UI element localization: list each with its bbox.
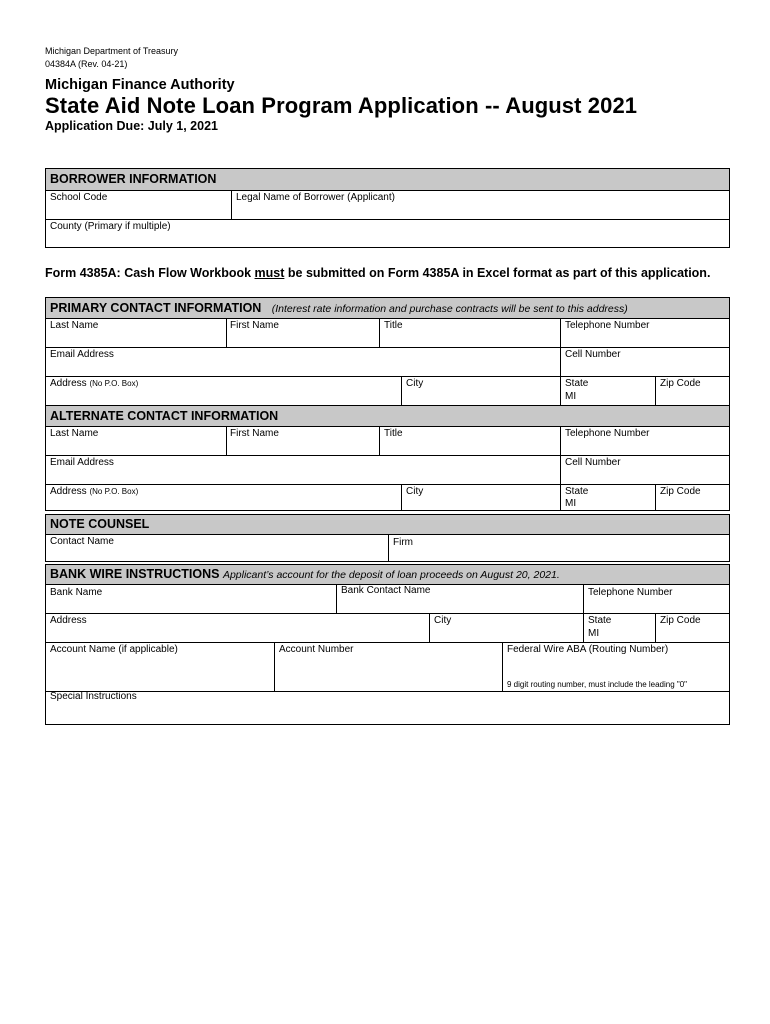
cash-flow-notice: Form 4385A: Cash Flow Workbook must be submitted on Form 4385A in Excel format as part of this application. bbox=[45, 266, 711, 280]
alternate-title-field[interactable]: Title bbox=[384, 428, 403, 439]
primary-last-name-field[interactable]: Last Name bbox=[50, 320, 99, 331]
county-field[interactable]: County (Primary if multiple) bbox=[50, 221, 171, 232]
alternate-cell-field[interactable]: Cell Number bbox=[565, 457, 621, 468]
bank-wire-section bbox=[45, 564, 730, 725]
bank-name-field[interactable]: Bank Name bbox=[50, 587, 103, 598]
alternate-last-name-field[interactable]: Last Name bbox=[50, 428, 99, 439]
bank-contact-name-field[interactable]: Bank Contact Name bbox=[341, 585, 431, 596]
alternate-zip-field[interactable]: Zip Code bbox=[660, 486, 701, 497]
primary-zip-field[interactable]: Zip Code bbox=[660, 378, 701, 389]
contact-section bbox=[45, 297, 730, 511]
alternate-state-value: MI bbox=[565, 498, 577, 509]
bank-zip-field[interactable]: Zip Code bbox=[660, 615, 701, 626]
legal-name-field[interactable]: Legal Name of Borrower (Applicant) bbox=[236, 192, 395, 203]
authority-name: Michigan Finance Authority bbox=[45, 77, 235, 93]
special-instructions-field[interactable]: Special Instructions bbox=[50, 691, 137, 702]
primary-state-value: MI bbox=[565, 391, 577, 402]
counsel-contact-name-field[interactable]: Contact Name bbox=[50, 536, 114, 547]
borrower-section bbox=[45, 168, 730, 248]
bank-state-field[interactable]: State bbox=[588, 615, 612, 626]
note-counsel-section bbox=[45, 514, 730, 562]
bank-wire-heading: BANK WIRE INSTRUCTIONS Applicant’s account for the deposit of loan proceeds on August 20, 2021. bbox=[46, 565, 729, 584]
note-counsel-heading: NOTE COUNSEL bbox=[46, 515, 729, 534]
alternate-city-field[interactable]: City bbox=[406, 486, 424, 497]
bank-city-field[interactable]: City bbox=[434, 615, 452, 626]
page-title: State Aid Note Loan Program Application -- August 2021 bbox=[45, 93, 638, 118]
primary-telephone-field[interactable]: Telephone Number bbox=[565, 320, 650, 331]
alternate-first-name-field[interactable]: First Name bbox=[230, 428, 279, 439]
application-due: Application Due: July 1, 2021 bbox=[45, 119, 218, 133]
school-code-field[interactable]: School Code bbox=[50, 192, 108, 203]
agency-block bbox=[45, 45, 178, 71]
primary-address-field[interactable]: Address (No P.O. Box) bbox=[50, 378, 139, 389]
borrower-heading: BORROWER INFORMATION bbox=[46, 169, 729, 190]
primary-contact-heading: PRIMARY CONTACT INFORMATION (Interest rate information and purchase contracts will be sent to this address) bbox=[46, 298, 729, 318]
bank-state-value: MI bbox=[588, 628, 600, 639]
routing-number-field[interactable]: Federal Wire ABA (Routing Number) bbox=[507, 644, 669, 655]
primary-first-name-field[interactable]: First Name bbox=[230, 320, 279, 331]
routing-number-note: 9 digit routing number, must include the leading "0" bbox=[507, 680, 688, 689]
primary-state-field[interactable]: State bbox=[565, 378, 589, 389]
account-number-field[interactable]: Account Number bbox=[279, 644, 354, 655]
primary-title-field[interactable]: Title bbox=[384, 320, 403, 331]
alternate-telephone-field[interactable]: Telephone Number bbox=[565, 428, 650, 439]
primary-cell-field[interactable]: Cell Number bbox=[565, 349, 621, 360]
form-revision: 04384A (Rev. 04-21) bbox=[45, 59, 128, 69]
alternate-address-field[interactable]: Address (No P.O. Box) bbox=[50, 486, 139, 497]
counsel-firm-field[interactable]: Firm bbox=[393, 537, 413, 548]
bank-telephone-field[interactable]: Telephone Number bbox=[588, 587, 673, 598]
alternate-contact-heading: ALTERNATE CONTACT INFORMATION bbox=[46, 406, 729, 426]
account-name-field[interactable]: Account Name (if applicable) bbox=[50, 644, 178, 655]
alternate-state-field[interactable]: State bbox=[565, 486, 589, 497]
bank-address-field[interactable]: Address bbox=[50, 615, 87, 626]
primary-city-field[interactable]: City bbox=[406, 378, 424, 389]
agency-name: Michigan Department of Treasury bbox=[45, 46, 179, 56]
primary-email-field[interactable]: Email Address bbox=[50, 349, 114, 360]
alternate-email-field[interactable]: Email Address bbox=[50, 457, 114, 468]
